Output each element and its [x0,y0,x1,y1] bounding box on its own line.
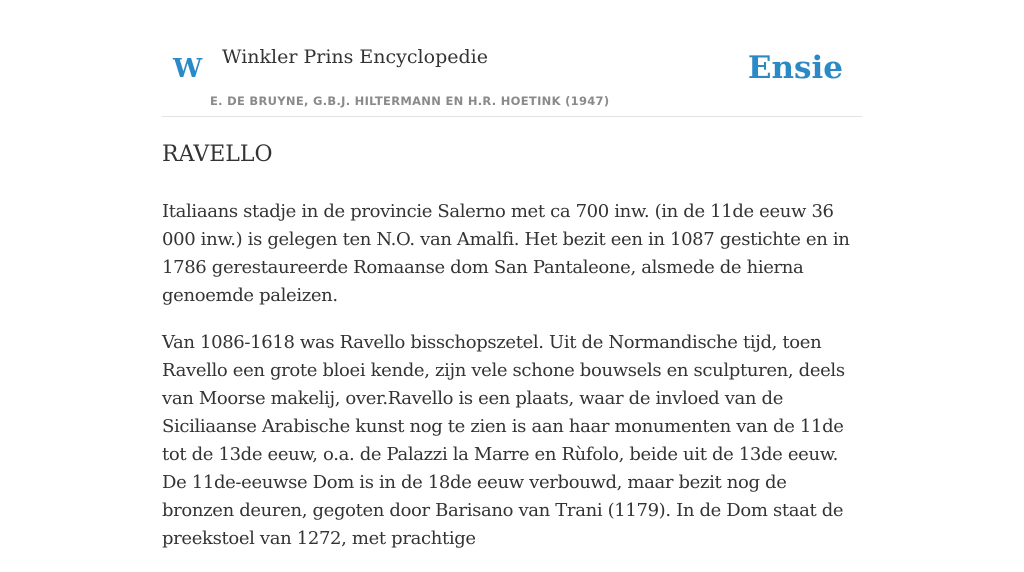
publication-title[interactable]: Winkler Prins Encyclopedie [222,46,488,68]
article-paragraph: Italiaans stadje in de provincie Salerno met ca 700 inw. (in de 11de eeuw 36 000 inw.) is gelegen ten N.O. van Amalfi. Het bezit een in 1087 gestichte en in 1786 gerestaureerde Romaanse dom San Pantaleone, alsmede de hierna genoemde paleizen. [162,201,850,306]
site-header [162,0,862,117]
article-body [162,138,862,572]
article-title: RAVELLO [162,142,273,167]
winkler-prins-logo[interactable]: W [173,54,203,84]
ensie-brand-link[interactable]: Ensie [747,50,843,86]
publication-authors: E. DE BRUYNE, G.B.J. HILTERMANN EN H.R. HOETINK (1947) [210,94,610,108]
article-paragraph: Van 1086-1618 was Ravello bisschopszetel. Uit de Normandische tijd, toen Ravello een grote bloei kende, zijn vele schone bouwsels en sculpturen, deels van Moorse makelij, over.Ravello is een plaats, waar de invloed van de Siciliaanse Arabische kunst nog te zien is aan haar monumenten van de 11de tot de 13de eeuw, o.a. de Palazzi la Marre en Rùfolo, beide uit de 13de eeuw. De 11de-eeuwse Dom is in de 18de eeuw verbouwd, maar bezit nog de bronzen deuren, gegoten door Barisano van Trani (1179). In de Dom staat de preekstoel van 1272, met prachtige [162,332,845,549]
